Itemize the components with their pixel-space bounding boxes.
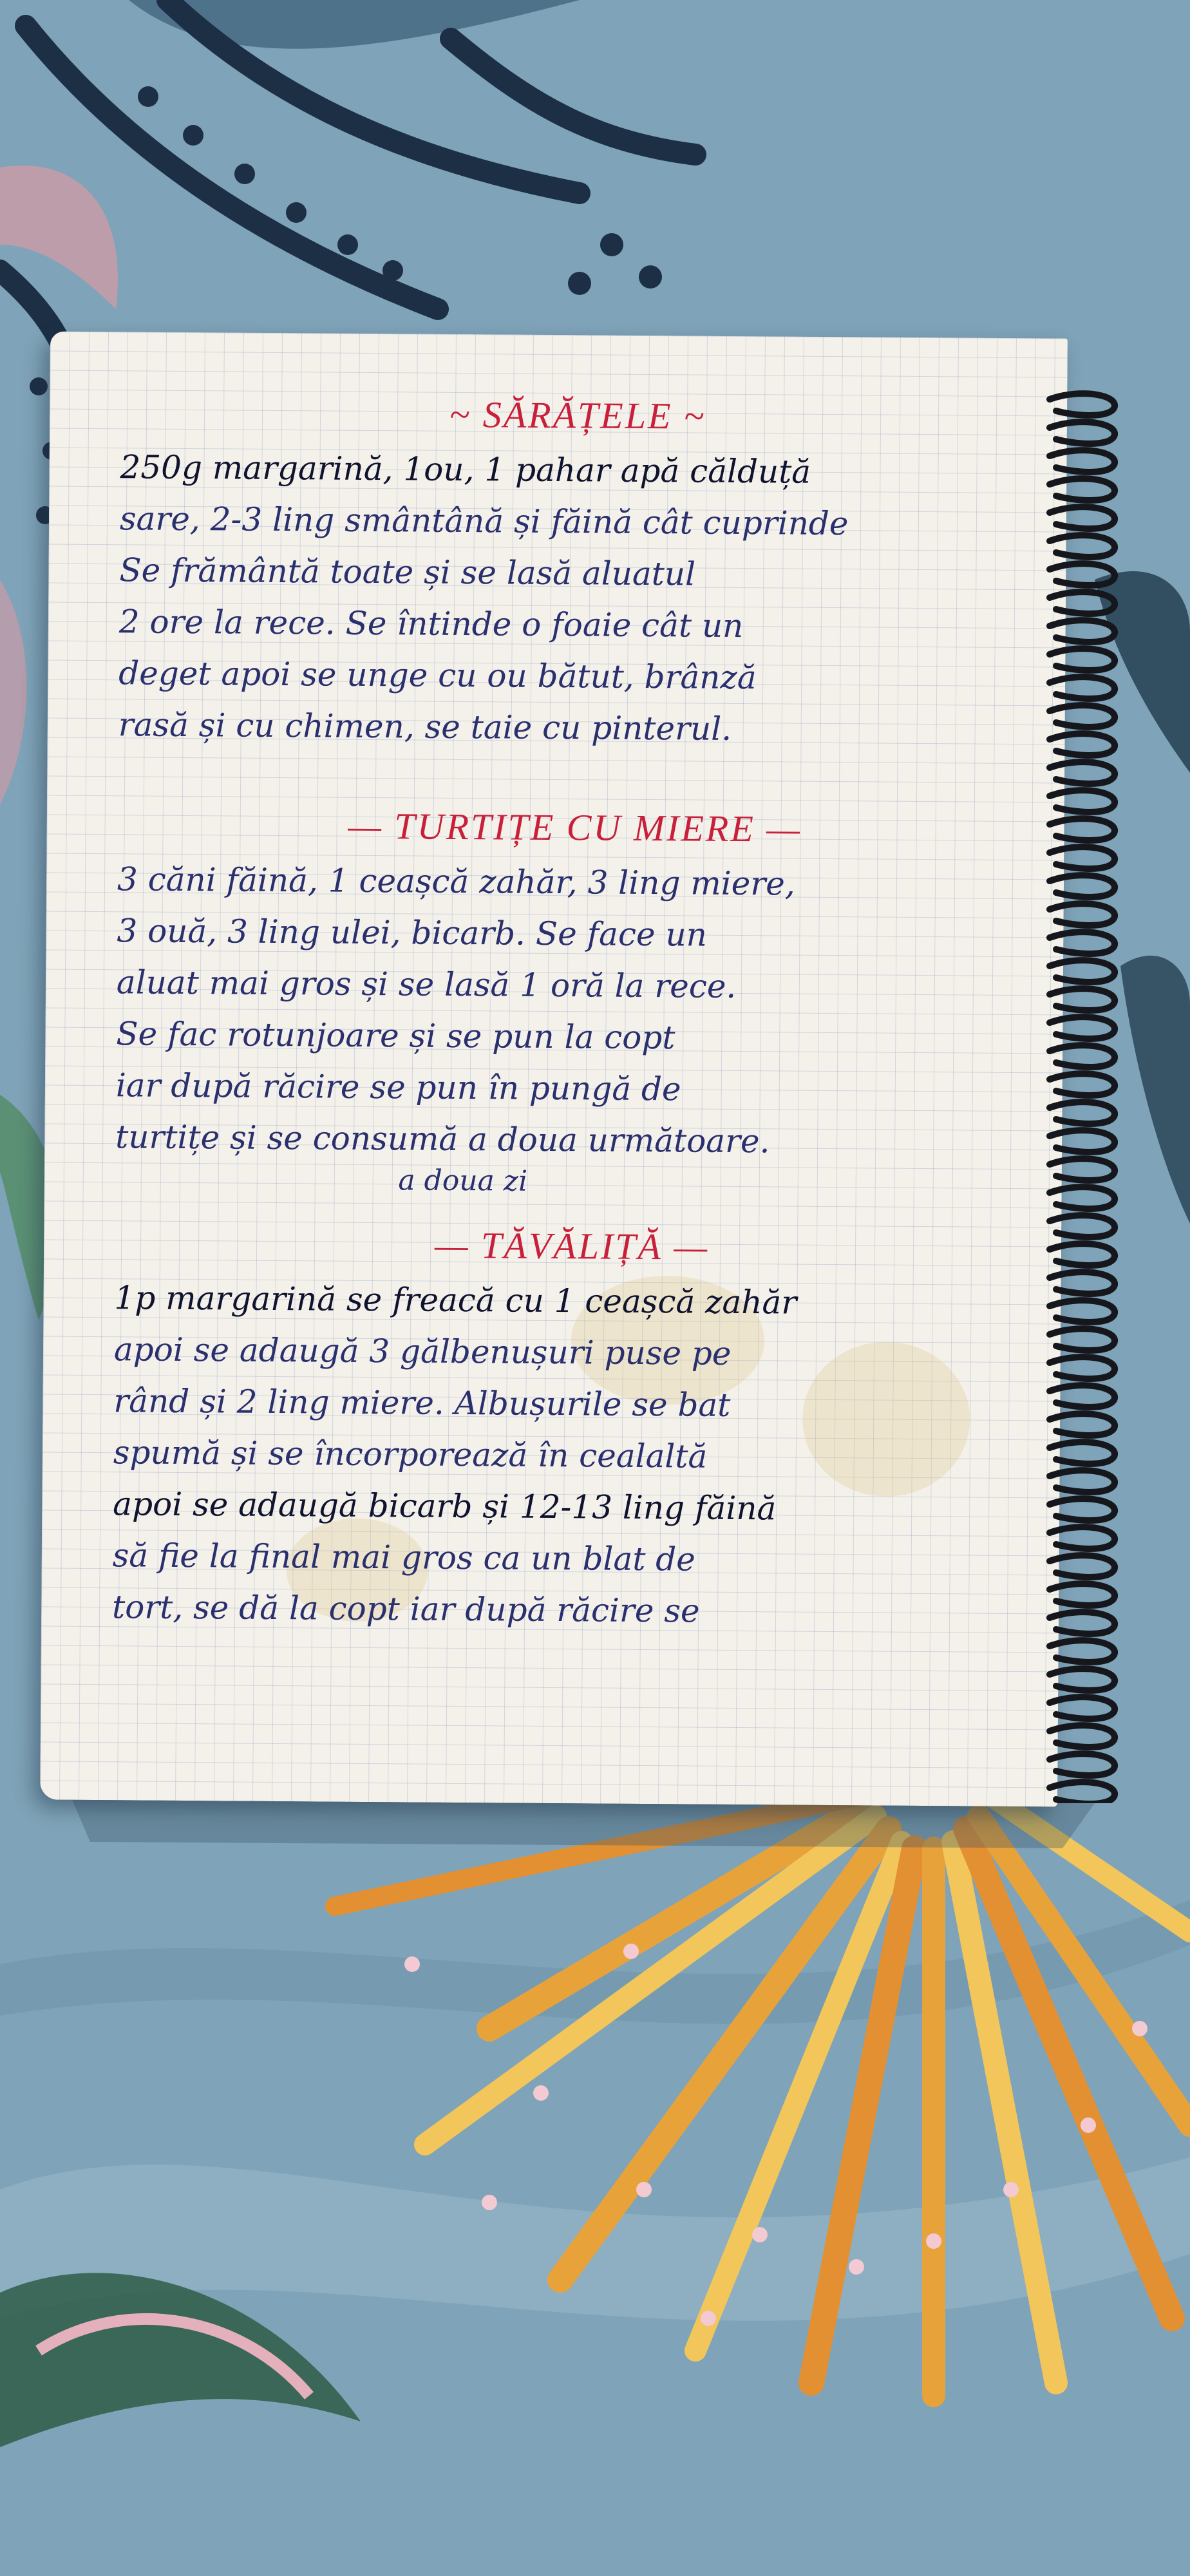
spiral-coil	[1050, 649, 1115, 670]
recipe-title-text: TĂVĂLIȚĂ	[480, 1224, 663, 1268]
spiral-coil	[1050, 1669, 1115, 1690]
spiral-coil	[1050, 1357, 1115, 1379]
recipe-line: aluat mai gros și se lasă 1 oră la rece.	[116, 963, 737, 1005]
margin-note: a doua zi	[398, 1164, 528, 1198]
spiral-coil	[1050, 1499, 1115, 1520]
spiral-coil	[1050, 1442, 1115, 1464]
title-flourish-left: —	[348, 804, 395, 848]
spiral-coil	[1050, 904, 1115, 925]
spiral-coil	[1050, 393, 1115, 415]
recipe-line: rasă și cu chimen, se taie cu pinterul.	[118, 706, 732, 748]
spiral-coil	[1050, 1555, 1115, 1577]
recipe-line: spumă și se încorporează în cealaltă	[113, 1434, 708, 1475]
title-flourish-left: —	[434, 1224, 482, 1267]
spiral-coil	[1050, 1414, 1115, 1435]
recipe-title	[117, 795, 1032, 860]
spiral-coil	[1050, 1385, 1115, 1407]
spiral-coil	[1050, 875, 1115, 897]
spiral-coil	[1050, 734, 1115, 755]
spiral-coil	[1050, 1329, 1115, 1350]
spiral-coil	[1050, 592, 1115, 614]
spiral-coil	[1050, 1130, 1115, 1152]
title-flourish-left: ~	[449, 393, 483, 436]
spiral-coil	[1050, 620, 1115, 642]
recipe-text	[112, 383, 1035, 1639]
recipe-line: Se fac rotunjoare și se pun la copt	[116, 1015, 675, 1057]
spiral-coil	[1050, 1584, 1115, 1605]
recipe-line: iar după răcire se pun în pungă de	[115, 1066, 681, 1108]
recipe-line: să fie la final mai gros ca un blat de	[112, 1537, 696, 1578]
title-flourish-right: ~	[672, 395, 706, 437]
spiral-coil	[1050, 535, 1115, 557]
recipe-line: 3 ouă, 3 ling ulei, bicarb. Se face un	[117, 912, 708, 954]
title-flourish-right: —	[662, 1226, 710, 1268]
spiral-coil	[1050, 1470, 1115, 1492]
recipe-line: sare, 2-3 ling smântână și făină cât cuprinde	[119, 500, 849, 543]
recipe-line: 2 ore la rece. Se întinde o foaie cât un	[118, 603, 744, 645]
spiral-coil	[1050, 1102, 1115, 1124]
spiral-coil	[1050, 1045, 1115, 1067]
spiral-coil	[1050, 1527, 1115, 1549]
recipe-line: Se frământă toate și se lasă aluatul	[119, 551, 696, 593]
recipe-line: rând și 2 ling miere. Albușurile se bat	[113, 1382, 731, 1424]
recipe-title-text: SĂRĂȚELE	[482, 393, 673, 437]
spiral-coil	[1050, 1697, 1115, 1719]
recipe-line: 250g margarină, 1ou, 1 pahar apă călduță	[120, 448, 811, 491]
spiral-coil	[1050, 1272, 1115, 1294]
recipe-line: apoi se adaugă bicarb și 12-13 ling făină	[113, 1485, 777, 1528]
spiral-coil	[1050, 705, 1115, 727]
spiral-coil	[1050, 989, 1115, 1010]
spiral-coil	[1050, 1159, 1115, 1180]
spiral-coil	[1050, 422, 1115, 444]
spiral-coil	[1050, 1017, 1115, 1039]
recipe-turtite-cu-miere	[115, 795, 1032, 1201]
spiral-coil	[1050, 1215, 1115, 1237]
spiral-coil	[1050, 1754, 1115, 1776]
notebook	[45, 335, 1101, 1803]
spiral-coil	[1050, 1300, 1115, 1322]
recipe-line: deget apoi se unge cu ou bătut, brânză	[118, 654, 757, 697]
recipe-line: tort, se dă la copt iar după răcire se	[111, 1588, 700, 1630]
spiral-coil	[1050, 1074, 1115, 1095]
spiral-coil	[1050, 1782, 1115, 1803]
spiral-coil	[1050, 1612, 1115, 1634]
spiral-coil	[1050, 507, 1115, 529]
title-flourish-right: —	[755, 808, 802, 850]
spiral-coil	[1050, 564, 1115, 585]
recipe-line: 3 căni făină, 1 ceașcă zahăr, 3 ling miere,	[117, 860, 795, 903]
spiral-coil	[1050, 1244, 1115, 1265]
recipe-saratele	[118, 383, 1035, 757]
spiral-coil	[1050, 478, 1115, 500]
spiral-coil	[1050, 790, 1115, 812]
spiral-coil	[1050, 960, 1115, 982]
recipe-line: apoi se adaugă 3 gălbenușuri puse pe	[113, 1331, 732, 1372]
recipe-title-text: TURTIȚE CU MIERE	[394, 805, 755, 850]
recipe-line: 1p margarină se freacă cu 1 ceașcă zahăr	[114, 1279, 797, 1321]
recipe-tavalita	[112, 1214, 1030, 1639]
spiral-coil	[1050, 932, 1115, 954]
spiral-binding	[1037, 386, 1127, 1803]
recipe-title	[120, 383, 1035, 448]
spiral-coil	[1050, 1640, 1115, 1662]
spiral-coil	[1050, 762, 1115, 784]
spiral-coil	[1050, 819, 1115, 840]
spiral-coil	[1050, 1725, 1115, 1747]
recipe-title	[115, 1214, 1030, 1278]
grid-paper-page	[40, 332, 1068, 1807]
spiral-coil	[1050, 450, 1115, 472]
spiral-coil	[1050, 1187, 1115, 1209]
recipe-line: turtițe și se consumă a doua următoare.	[115, 1118, 770, 1160]
spiral-coil	[1050, 847, 1115, 869]
spiral-coil	[1050, 677, 1115, 699]
